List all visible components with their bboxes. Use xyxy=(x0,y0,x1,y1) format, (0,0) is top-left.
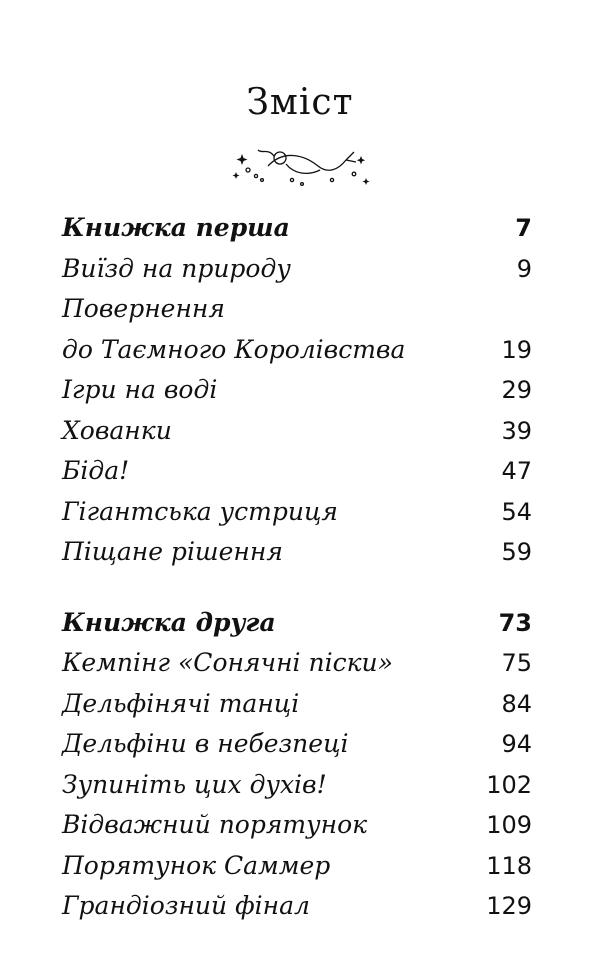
toc-entry[interactable] xyxy=(62,805,532,846)
toc-entry[interactable] xyxy=(62,289,532,370)
toc-entry-label: Дельфінячі танці xyxy=(62,688,300,718)
toc-entry-page: 109 xyxy=(486,811,532,839)
toc-entry[interactable] xyxy=(62,684,532,725)
toc-entry-page: 47 xyxy=(501,457,532,485)
book-one-heading[interactable] xyxy=(62,208,532,249)
table-of-contents xyxy=(62,208,532,927)
toc-entry-page: 129 xyxy=(486,892,532,920)
book-two-label: Книжка друга xyxy=(62,607,276,637)
toc-entry[interactable] xyxy=(62,765,532,806)
book-two-page: 73 xyxy=(498,608,532,637)
toc-entry-page: 59 xyxy=(501,538,532,566)
toc-entry-label: Хованки xyxy=(62,415,172,445)
mermaid-ornament-icon xyxy=(228,140,373,192)
toc-entry-label: до Таємного Королівства xyxy=(62,334,406,364)
toc-entry-label: Гігантська устриця xyxy=(62,496,338,526)
toc-entry-page: 102 xyxy=(486,770,532,799)
toc-entry[interactable] xyxy=(62,643,532,684)
toc-entry-page: 118 xyxy=(486,851,532,880)
toc-entry[interactable] xyxy=(62,886,532,927)
toc-entry[interactable] xyxy=(62,532,532,573)
book-one-page: 7 xyxy=(515,214,532,242)
toc-entry-label: Піщане рішення xyxy=(62,537,283,566)
toc-entry-page: 54 xyxy=(501,497,532,526)
toc-entry[interactable] xyxy=(62,451,532,492)
toc-entry[interactable] xyxy=(62,724,532,765)
toc-entry-label: Зупиніть цих духів! xyxy=(62,769,327,799)
toc-entry-label: Виїзд на природу xyxy=(62,253,291,283)
toc-entry-page: 9 xyxy=(516,254,532,283)
toc-entry-label: Відважний порятунок xyxy=(62,810,368,839)
toc-entry[interactable] xyxy=(62,846,532,887)
book-one-label: Книжка перша xyxy=(62,213,290,242)
toc-entry-page: 84 xyxy=(501,689,532,718)
page-title: Зміст xyxy=(246,82,354,123)
toc-entry-label: Дельфіни в небезпеці xyxy=(62,729,349,758)
toc-entry[interactable] xyxy=(62,411,532,452)
toc-entry-label: Грандіозний фінал xyxy=(62,891,310,920)
toc-entry[interactable] xyxy=(62,370,532,411)
toc-entry-page: 39 xyxy=(501,416,532,445)
toc-entry-label: Кемпінг «Сонячні піски» xyxy=(62,648,393,677)
book-two-heading[interactable] xyxy=(62,603,532,644)
toc-entry-page: 75 xyxy=(501,649,532,677)
toc-entry-page: 94 xyxy=(501,730,532,758)
toc-entry-label: Біда! xyxy=(62,456,130,485)
toc-entry-page: 29 xyxy=(501,376,532,404)
toc-entry-label: Повернення xyxy=(62,294,225,323)
toc-entry[interactable] xyxy=(62,492,532,533)
toc-entry-label: Ігри на воді xyxy=(62,375,218,404)
toc-entry[interactable] xyxy=(62,249,532,290)
toc-entry-page: 19 xyxy=(501,335,532,364)
toc-entry-label: Порятунок Саммер xyxy=(62,850,331,880)
section-gap xyxy=(62,573,532,603)
